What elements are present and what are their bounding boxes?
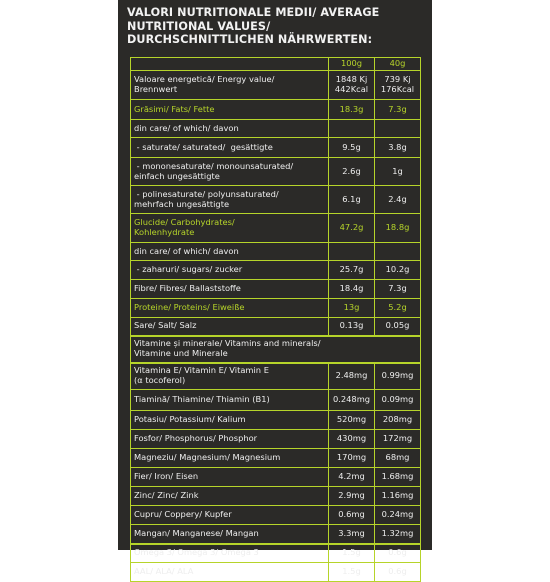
value-line: 5.2g bbox=[388, 302, 407, 313]
value-line: 2.4g bbox=[388, 193, 407, 204]
column-header-100g: 100g bbox=[329, 58, 375, 71]
value-100g bbox=[329, 243, 375, 261]
value-line: 3.8g bbox=[388, 141, 407, 152]
value-100g bbox=[329, 214, 375, 243]
table-row bbox=[131, 318, 421, 336]
value-40g bbox=[375, 506, 421, 525]
value-40g bbox=[375, 363, 421, 390]
row-label bbox=[131, 261, 329, 280]
row-label bbox=[131, 243, 329, 261]
row-label bbox=[131, 71, 329, 100]
table-row bbox=[131, 138, 421, 158]
row-label-line: Proteine/ Proteins/ Eiweiße bbox=[134, 302, 245, 313]
row-label-line: AAL/ ALA/ ALA bbox=[134, 566, 194, 577]
nutrition-table bbox=[130, 57, 421, 582]
value-40g bbox=[375, 487, 421, 506]
row-label-line: Cupru/ Coppery/ Kupfer bbox=[134, 509, 232, 520]
row-label bbox=[131, 506, 329, 525]
value-line: 4.2mg bbox=[338, 471, 365, 482]
row-label-line: Zinc/ Zinc/ Zink bbox=[134, 490, 199, 501]
value-100g bbox=[329, 544, 375, 563]
value-line: 208mg bbox=[382, 414, 413, 425]
row-label-line: Vitamine und Minerale bbox=[134, 348, 228, 358]
row-label-line: einfach ungesättigte bbox=[134, 170, 220, 181]
value-line: 172mg bbox=[382, 433, 413, 444]
row-label bbox=[131, 468, 329, 487]
header-blank-cell bbox=[131, 58, 329, 71]
value-100g bbox=[329, 318, 375, 336]
value-100g bbox=[329, 430, 375, 449]
value-100g bbox=[329, 390, 375, 411]
value-40g bbox=[375, 430, 421, 449]
value-line: 1.5g bbox=[342, 566, 361, 577]
value-100g bbox=[329, 506, 375, 525]
value-40g bbox=[375, 214, 421, 243]
row-label bbox=[131, 563, 329, 582]
value-line: 1848 Kj bbox=[335, 74, 368, 85]
value-40g bbox=[375, 525, 421, 544]
row-label-line: Tiamină/ Thiamine/ Thiamin (B1) bbox=[134, 394, 270, 405]
value-line: 2.48mg bbox=[335, 370, 368, 381]
nutrition-heading bbox=[127, 6, 427, 47]
value-100g bbox=[329, 449, 375, 468]
value-40g bbox=[375, 390, 421, 411]
value-line: 0.99mg bbox=[381, 370, 414, 381]
table-row bbox=[131, 487, 421, 506]
value-40g bbox=[375, 468, 421, 487]
value-100g bbox=[329, 411, 375, 430]
row-label-line: Fier/ Iron/ Eisen bbox=[134, 471, 199, 482]
row-label-line: Mangan/ Manganese/ Mangan bbox=[134, 527, 259, 538]
row-label bbox=[131, 158, 329, 186]
value-40g bbox=[375, 100, 421, 120]
table-row bbox=[131, 71, 421, 100]
row-label bbox=[131, 544, 329, 563]
value-line: 1.32mg bbox=[381, 527, 414, 538]
table-row bbox=[131, 468, 421, 487]
value-line: 0.6g bbox=[388, 566, 407, 577]
value-100g bbox=[329, 186, 375, 214]
value-40g bbox=[375, 544, 421, 563]
value-line: 739 Kj bbox=[384, 74, 411, 85]
value-100g bbox=[329, 487, 375, 506]
value-40g bbox=[375, 280, 421, 299]
heading-line-3: DURCHSCHNITTLICHEN NÄHRWERTEN: bbox=[127, 33, 373, 46]
table-row bbox=[131, 158, 421, 186]
value-line: 1.68mg bbox=[381, 471, 414, 482]
value-40g bbox=[375, 186, 421, 214]
table-row bbox=[131, 563, 421, 582]
row-label bbox=[131, 120, 329, 138]
row-label-line: Omega 3/ Omega 3/ Omega 3 bbox=[134, 547, 259, 558]
value-line: 0.05g bbox=[385, 320, 410, 331]
table-row bbox=[131, 280, 421, 299]
row-label bbox=[131, 487, 329, 506]
table-row bbox=[131, 299, 421, 318]
table-row bbox=[131, 100, 421, 120]
row-label-line: mehrfach ungesättigte bbox=[134, 198, 230, 209]
table-row bbox=[131, 525, 421, 544]
value-40g bbox=[375, 71, 421, 100]
table-header-row bbox=[131, 58, 421, 71]
row-label bbox=[131, 138, 329, 158]
row-label-line: Fibre/ Fibres/ Ballaststoffe bbox=[134, 283, 241, 294]
row-label-line: din care/ of which/ davon bbox=[134, 245, 239, 256]
value-line: 442Kcal bbox=[334, 84, 369, 94]
value-40g bbox=[375, 261, 421, 280]
row-label-line: Kohlenhydrate bbox=[134, 227, 195, 237]
row-label-line: din care/ of which/ davon bbox=[134, 122, 239, 133]
table-row bbox=[131, 411, 421, 430]
value-line: 47.2g bbox=[339, 222, 364, 233]
value-line: 18.4g bbox=[339, 283, 364, 294]
value-line: 25.7g bbox=[339, 264, 364, 275]
table-row bbox=[131, 430, 421, 449]
value-40g bbox=[375, 243, 421, 261]
table-row bbox=[131, 390, 421, 411]
value-100g bbox=[329, 525, 375, 544]
row-label-line: Vitamina E/ Vitamin E/ Vitamin E bbox=[134, 365, 269, 376]
value-line: 1.5g bbox=[342, 547, 361, 558]
row-label-line: Vitamine și minerale/ Vitamins and minerals/ bbox=[134, 338, 321, 349]
row-label bbox=[131, 525, 329, 544]
value-40g bbox=[375, 299, 421, 318]
value-line: 430mg bbox=[336, 433, 367, 444]
value-line: 0.13g bbox=[339, 320, 364, 331]
value-100g bbox=[329, 158, 375, 186]
row-label-line: Brennwert bbox=[134, 84, 178, 94]
row-label bbox=[131, 186, 329, 214]
table-row bbox=[131, 449, 421, 468]
value-line: 0.248mg bbox=[332, 394, 371, 405]
row-label-line: - polinesaturate/ polyunsaturated/ bbox=[134, 188, 279, 199]
value-line: 10.2g bbox=[385, 264, 410, 275]
value-line: 7.3g bbox=[388, 283, 407, 294]
table-row bbox=[131, 214, 421, 243]
row-label bbox=[131, 390, 329, 411]
value-line: 7.3g bbox=[388, 103, 407, 114]
row-label-line: Fosfor/ Phosphorus/ Phosphor bbox=[134, 433, 258, 444]
row-label-line: - saturate/ saturated/ gesättigte bbox=[134, 141, 273, 152]
value-line: 6.1g bbox=[342, 193, 361, 204]
row-label-line: Potasiu/ Potassium/ Kalium bbox=[134, 414, 246, 425]
table-row bbox=[131, 243, 421, 261]
value-40g bbox=[375, 120, 421, 138]
value-line: 520mg bbox=[336, 414, 367, 425]
row-label bbox=[131, 100, 329, 120]
value-line: 0.24mg bbox=[381, 509, 414, 520]
table-row bbox=[131, 186, 421, 214]
value-100g bbox=[329, 563, 375, 582]
heading-line-1: VALORI NUTRITIONALE MEDII/ AVERAGE bbox=[127, 6, 380, 19]
value-line: 13g bbox=[343, 302, 360, 313]
table-row bbox=[131, 261, 421, 280]
row-label bbox=[131, 299, 329, 318]
value-100g bbox=[329, 468, 375, 487]
row-label bbox=[131, 430, 329, 449]
row-label-line: Sare/ Salt/ Salz bbox=[134, 320, 197, 331]
value-100g bbox=[329, 299, 375, 318]
value-100g bbox=[329, 261, 375, 280]
row-label-line: Magneziu/ Magnesium/ Magnesium bbox=[134, 452, 281, 463]
row-label bbox=[131, 449, 329, 468]
value-100g bbox=[329, 71, 375, 100]
row-label-line: Glucide/ Carbohydrates/ bbox=[134, 217, 235, 228]
value-line: 2.9mg bbox=[338, 490, 365, 501]
value-line: 68mg bbox=[385, 452, 410, 463]
row-label-line: Grăsimi/ Fats/ Fette bbox=[134, 103, 215, 114]
table-row bbox=[131, 544, 421, 563]
value-line: 9.5g bbox=[342, 141, 361, 152]
value-line: 2.6g bbox=[342, 165, 361, 176]
value-100g bbox=[329, 138, 375, 158]
table-row bbox=[131, 363, 421, 390]
row-label bbox=[131, 318, 329, 336]
row-label bbox=[131, 411, 329, 430]
value-40g bbox=[375, 449, 421, 468]
value-line: 1.16mg bbox=[381, 490, 414, 501]
row-label-line: - mononesaturate/ monounsaturated/ bbox=[134, 160, 294, 171]
row-label bbox=[131, 214, 329, 243]
value-line: 170mg bbox=[336, 452, 367, 463]
value-100g bbox=[329, 100, 375, 120]
table-row bbox=[131, 506, 421, 525]
value-40g bbox=[375, 138, 421, 158]
table-row bbox=[131, 120, 421, 138]
column-header-40g: 40g bbox=[375, 58, 421, 71]
value-100g bbox=[329, 363, 375, 390]
row-label bbox=[131, 363, 329, 390]
row-label bbox=[131, 280, 329, 299]
row-label-line: - zaharuri/ sugars/ zucker bbox=[134, 264, 243, 275]
row-label bbox=[131, 336, 421, 363]
value-line: 176Kcal bbox=[380, 84, 415, 94]
value-100g bbox=[329, 280, 375, 299]
value-40g bbox=[375, 318, 421, 336]
value-line: 18.8g bbox=[385, 222, 410, 233]
value-40g bbox=[375, 411, 421, 430]
value-line: 0.6mg bbox=[338, 509, 365, 520]
section-header-row bbox=[131, 336, 421, 363]
value-40g bbox=[375, 158, 421, 186]
value-line: 0.09mg bbox=[381, 394, 414, 405]
row-label-line: (α tocoferol) bbox=[134, 375, 186, 386]
value-line: 1g bbox=[392, 165, 403, 176]
value-line: 3.3mg bbox=[338, 527, 365, 538]
value-100g bbox=[329, 120, 375, 138]
row-label-line: Valoare energetică/ Energy value/ bbox=[134, 74, 275, 85]
heading-line-2: NUTRITIONAL VALUES/ bbox=[127, 19, 271, 33]
value-line: 0.6g bbox=[388, 547, 407, 558]
value-40g bbox=[375, 563, 421, 582]
value-line: 18.3g bbox=[339, 103, 364, 114]
